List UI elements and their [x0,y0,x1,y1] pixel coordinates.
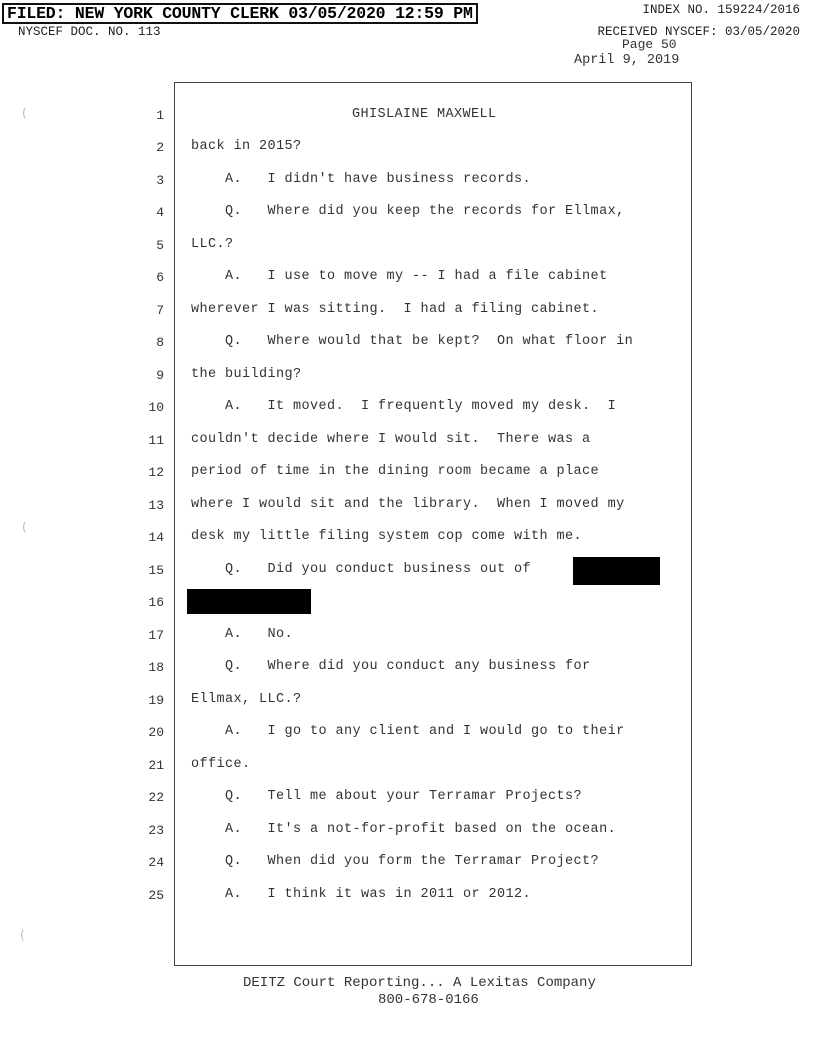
line-number: 24 [148,855,164,870]
line-text: Q. Did you conduct business out of [191,562,532,577]
line-text: Q. Where would that be kept? On what floor in [191,334,634,349]
line-number: 19 [148,693,164,708]
received-date: RECEIVED NYSCEF: 03/05/2020 [597,25,800,39]
filed-stamp: FILED: NEW YORK COUNTY CLERK 03/05/2020 12:59 PM [2,3,478,24]
redaction-box [187,589,311,614]
deposition-date: April 9, 2019 [574,53,680,68]
nyscef-doc-number: NYSCEF DOC. NO. 113 [18,25,161,39]
line-text: Q. Tell me about your Terramar Projects? [191,789,583,804]
line-text: where I would sit and the library. When I moved my [191,497,625,512]
scan-speck: ( [22,520,27,534]
line-text: A. I use to move my -- I had a file cabinet [191,269,608,284]
line-text: A. No. [191,627,294,642]
scan-speck: ( [20,928,25,942]
line-text: couldn't decide where I would sit. There was a [191,432,591,447]
line-number: 17 [148,628,164,643]
line-number: 18 [148,660,164,675]
line-number: 10 [148,400,164,415]
line-number: 3 [156,173,164,188]
line-number: 7 [156,303,164,318]
witness-heading: GHISLAINE MAXWELL [352,107,497,122]
line-text: period of time in the dining room became a place [191,464,600,479]
line-number: 8 [156,335,164,350]
line-number: 9 [156,368,164,383]
line-text: the building? [191,367,302,382]
line-text: A. I go to any client and I would go to their [191,724,625,739]
line-number: 13 [148,498,164,513]
line-text: A. It's a not-for-profit based on the ocean. [191,822,617,837]
line-number: 20 [148,725,164,740]
redaction-box [573,557,660,585]
line-number: 11 [148,433,164,448]
line-number: 4 [156,205,164,220]
footer-company: DEITZ Court Reporting... A Lexitas Company [243,975,596,991]
line-number: 22 [148,790,164,805]
page-label: Page 50 [622,37,677,52]
line-number: 14 [148,530,164,545]
line-number: 23 [148,823,164,838]
line-number: 5 [156,238,164,253]
footer-phone: 800-678-0166 [378,992,479,1008]
line-text: Q. Where did you conduct any business for [191,659,591,674]
line-number: 21 [148,758,164,773]
line-number: 1 [156,108,164,123]
line-number: 15 [148,563,164,578]
line-number: 12 [148,465,164,480]
line-text: LLC.? [191,237,234,252]
line-text: Q. Where did you keep the records for Ellmax, [191,204,625,219]
index-number: INDEX NO. 159224/2016 [642,3,800,17]
scan-speck: ( [22,106,27,120]
line-number: 16 [148,595,164,610]
line-number: 25 [148,888,164,903]
line-text: back in 2015? [191,139,302,154]
line-text: A. It moved. I frequently moved my desk. I [191,399,617,414]
line-text: office. [191,757,251,772]
line-number: 2 [156,140,164,155]
line-text: Ellmax, LLC.? [191,692,302,707]
line-text: Q. When did you form the Terramar Project? [191,854,600,869]
line-text: A. I didn't have business records. [191,172,532,187]
line-text: desk my little filing system cop come with me. [191,529,583,544]
line-text: A. I think it was in 2011 or 2012. [191,887,532,902]
line-number: 6 [156,270,164,285]
line-text: wherever I was sitting. I had a filing cabinet. [191,302,600,317]
